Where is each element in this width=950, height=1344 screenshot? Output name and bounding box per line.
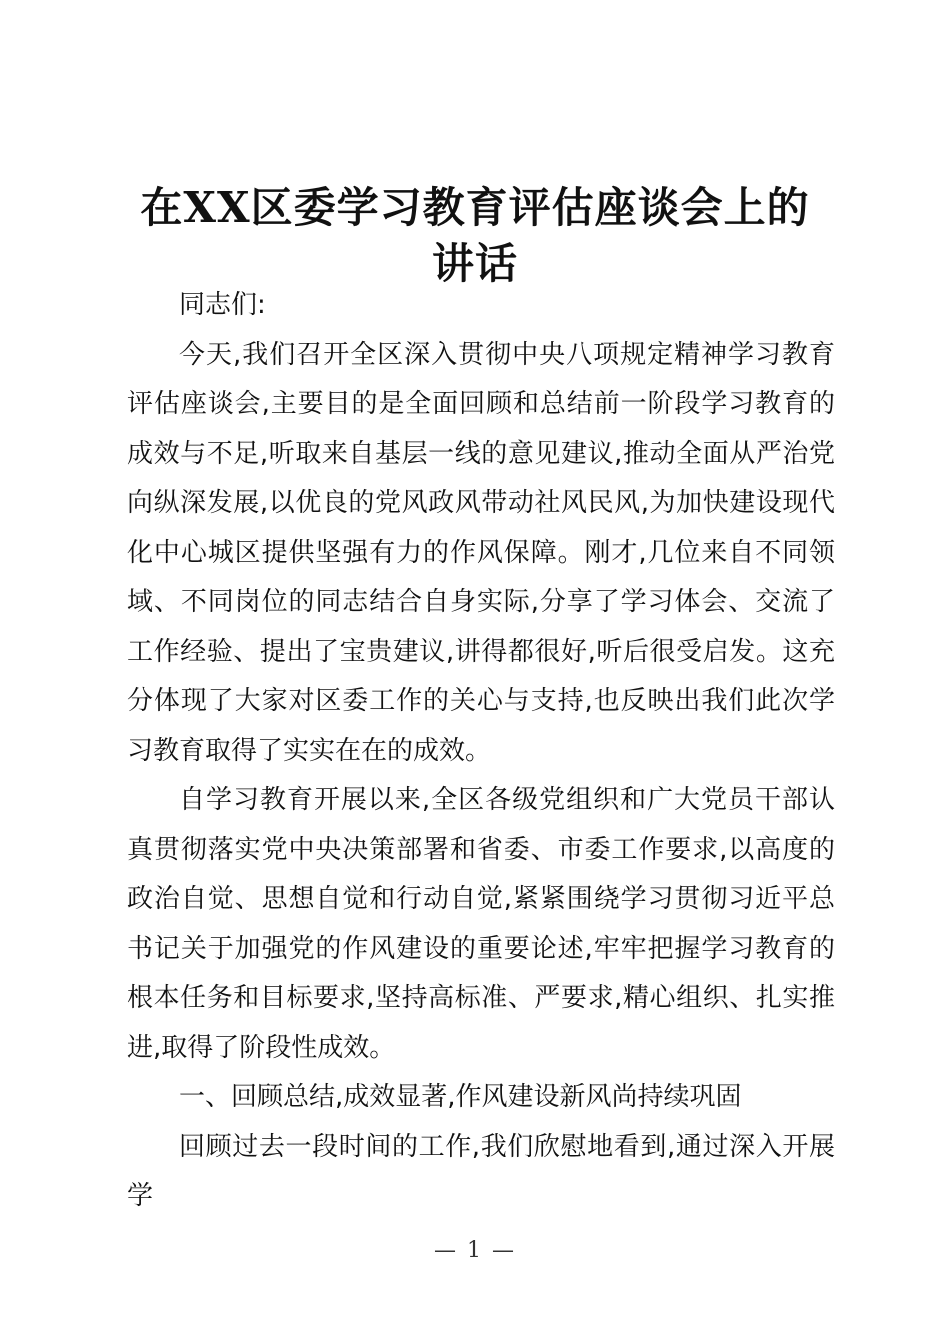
body-paragraph-3: 回顾过去一段时间的工作,我们欣慰地看到,通过深入开展学 <box>127 1131 835 1211</box>
body-paragraph-2: 自学习教育开展以来,全区各级党组织和广大党员干部认真贯彻落实党中央决策部署和省委、市委工作要求,以高度的政治自觉、思想自觉和行动自觉,紧紧围绕学习贯彻习近平总书记关于加强党的作风建设的重要论述,牢牢把握学习教育的根本任务和目标要求,坚持高标准、严要求,精心组织、扎实推进,取得了阶段性成效。 <box>127 785 835 1063</box>
section-heading: 一、回顾总结,成效显著,作风建设新风尚持续巩固 <box>179 1082 742 1112</box>
salutation: 同志们: <box>179 290 266 320</box>
document-body <box>127 281 835 1222</box>
page-number: — 1 — <box>434 1238 516 1263</box>
document-title: 在XX区委学习教育评估座谈会上的讲话 <box>140 183 810 288</box>
body-paragraph-1: 今天,我们召开全区深入贯彻中央八项规定精神学习教育评估座谈会,主要目的是全面回顾和总结前一阶段学习教育的成效与不足,听取来自基层一线的意见建议,推动全面从严治党向纵深发展,以优良的党风政风带动社风民风,为加快建设现代化中心城区提供坚强有力的作风保障。刚才,几位来自不同领域、不同岗位的同志结合自身实际,分享了学习体会、交流了工作经验、提出了宝贵建议,讲得都很好,听后很受启发。这充分体现了大家对区委工作的关心与支持,也反映出我们此次学习教育取得了实实在在的成效。 <box>127 339 835 766</box>
